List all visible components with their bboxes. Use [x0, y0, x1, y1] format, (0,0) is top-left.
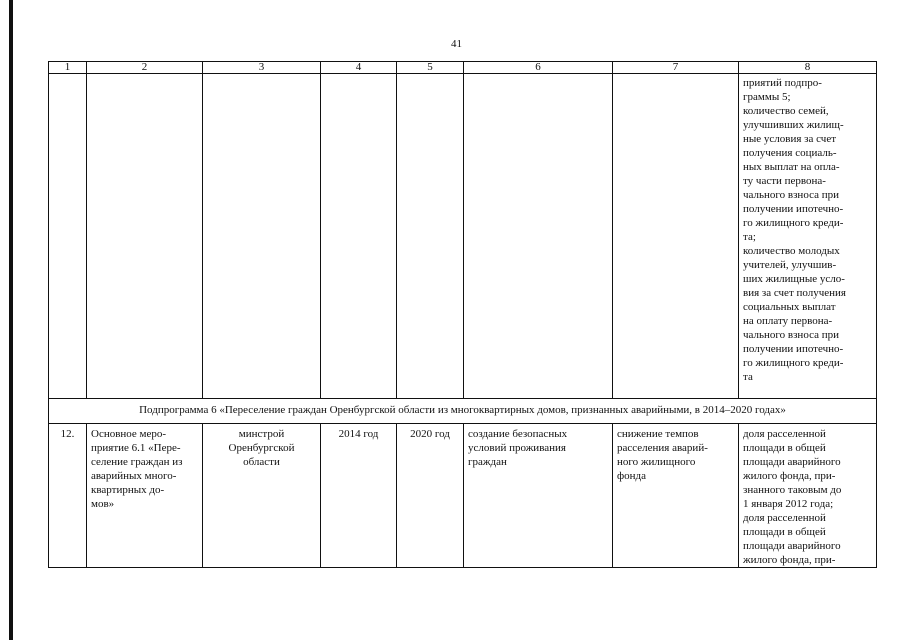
column-number: 5 [397, 62, 464, 74]
start-year-cell: 2014 год [321, 424, 397, 568]
column-number: 4 [321, 62, 397, 74]
column-number: 6 [464, 62, 613, 74]
column-number: 2 [87, 62, 203, 74]
executor-cell: минстрой Оренбургской области [203, 424, 321, 568]
scan-edge-bar [0, 0, 14, 640]
row-number-cell: 12. [49, 424, 87, 568]
empty-cell [397, 74, 464, 399]
column-number: 7 [613, 62, 739, 74]
table-row [49, 424, 877, 568]
page-number: 41 [451, 38, 462, 50]
indicators-cell: доля расселенной площади в общей площади аварийного жилого фонда, при- знанного таковым до 1 января 2012 года; доля расселенной площади в общей площади аварийного жилого фонда, при- [739, 424, 877, 568]
indicators-continuation-cell: приятий подпро- граммы 5; количество семей, улучшивших жилищ- ные условия за счет получения социаль- ных выплат на опла- ту части первона- чального взноса при получении ипотечно- го жилищного креди- та; количество молодых учителей, улучшив- ших жилищные усло- вия за счет получения социальных выплат на оплату первона- чального взноса при получении ипотечно- го жилищного креди- та [739, 74, 877, 399]
empty-cell [203, 74, 321, 399]
column-number: 1 [49, 62, 87, 74]
column-number: 8 [739, 62, 877, 74]
empty-cell [49, 74, 87, 399]
continuation-row [49, 74, 877, 399]
empty-cell [87, 74, 203, 399]
expected-result-cell: создание безопасных условий проживания граждан [464, 424, 613, 568]
consequences-cell: снижение темпов расселения аварий- ного жилищного фонда [613, 424, 739, 568]
column-number: 3 [203, 62, 321, 74]
column-number-row [49, 62, 877, 74]
empty-cell [464, 74, 613, 399]
empty-cell [613, 74, 739, 399]
program-table [48, 61, 877, 568]
subprogram-row [49, 399, 877, 424]
subprogram-title: Подпрограмма 6 «Переселение граждан Оренбургской области из многоквартирных домов, признанных аварийными, в 2014–2020 годах» [49, 399, 877, 424]
end-year-cell: 2020 год [397, 424, 464, 568]
empty-cell [321, 74, 397, 399]
measure-name-cell: Основное меро- приятие 6.1 «Пере- селение граждан из аварийных много- квартирных до- мов» [87, 424, 203, 568]
